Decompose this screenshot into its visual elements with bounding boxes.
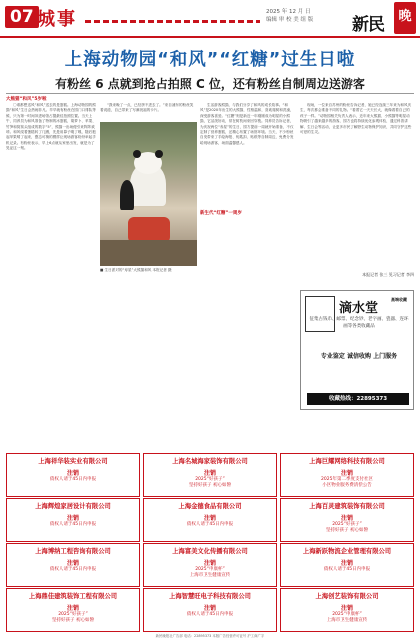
article-headline: 上海动物园“和风”“红糖”过生日啦 [64, 50, 356, 70]
notice-line: 债权人请于45日内申报 [323, 567, 371, 572]
notice-company: 上海博纳工程咨询有限公司 [35, 548, 111, 555]
notice-line: 上海市卫生健康宣传 [189, 573, 231, 578]
newspaper-logo [352, 2, 416, 34]
notice-company: 上海巨耀网络科技有限公司 [309, 458, 385, 465]
notice-company: 上海鼎佳建筑装饰工程有限公司 [28, 593, 118, 600]
ground [100, 240, 197, 266]
notice-state: 注销 [203, 515, 216, 522]
logo-text: 新民 [352, 15, 384, 35]
panda-photo [100, 122, 197, 266]
article-column-1: 〇谁都想送风“和风”送去的是蛋糕。上海动物园的熊猫“和风”生日会热闹非凡。早早就有粉丝在园门口排队等候，只为第一时间冲进场馆占据最佳拍照位置。当天上午，饲养员为和风准备了特制的冰蛋糕，胡萝卜、苹果、竹笋和窝窝头组成的数字“5”，熊猫一出场便引来阵阵欢呼。和风绕着蛋糕转了几圈，先是用鼻子嗅了嗅，随后抱起苹果啃了起来，憨态可掬的模样让现场游客纷纷举起手机记录。有粉丝表示，早上6点就从家里出发，就是为了见证这一刻。 [6, 103, 96, 151]
notice-line: 2025“申康杯” [332, 612, 362, 617]
notice-box [280, 498, 414, 542]
notice-line: 坚持好孩子 初心如磐 [52, 618, 94, 623]
notice-line: 上海市卫生健康宣传 [326, 618, 368, 623]
notice-line: 债权人请于45日内申报 [49, 567, 97, 572]
article-subheadline: 有粉丝 6 点就到抢占拍照 C 位，还有粉丝自制周边送游客 [55, 77, 365, 91]
notice-line: 债权人请于45日内申报 [186, 522, 234, 527]
notice-line: 2025“申康杯” [195, 567, 225, 572]
photo-caption: ■ 生日派对的“寿星”大熊猫和风 本报记者 摄 [100, 268, 172, 272]
cancellation-notices [6, 453, 414, 633]
issue-date: 2025 年 12 月 日 [266, 9, 311, 15]
ad-slogan: 专业鉴定 诚信收购 上门服务 [320, 353, 398, 360]
notice-box [143, 453, 277, 497]
notice-line: 2025年第二季度支付社区 [321, 477, 373, 482]
notice-company: 上海金德食品有限公司 [178, 503, 242, 510]
notice-box [143, 543, 277, 587]
notice-box [280, 453, 414, 497]
page-footer: 新民晚报社广告部 电话：22895373 本版广告经营许可证号 沪工商广字 [155, 634, 265, 638]
panda-ear-left [133, 150, 141, 158]
issue-editors: 编辑 审 校 美 组 版 [266, 17, 314, 23]
article-column-2: “我来晚了一点，已经挤不进去了。”来自浦东的粉丝笑着说道，自己带来了写满祝福的卡片。 [100, 103, 194, 113]
notice-line: 小区物业服务费清偿公告 [322, 483, 372, 488]
notice-box [6, 453, 140, 497]
notice-line: 债权人请于45日内申报 [186, 612, 234, 617]
notice-line: 债权人请于45日内申报 [49, 477, 97, 482]
notice-company: 上海百灵建筑装饰有限公司 [309, 503, 385, 510]
collectibles-ad [300, 290, 414, 410]
issue-info [266, 8, 346, 24]
notice-company: 上海祥华装实业有限公司 [38, 458, 108, 465]
byline: 本报记者 张三 见习记者 李四 [362, 272, 414, 277]
notice-company: 上海创艺装饰有限公司 [315, 593, 379, 600]
section-number: 07 [5, 6, 39, 28]
lead-heading: 大熊猫“和风”5岁啦 [6, 97, 47, 102]
notice-state: 注销 [66, 560, 79, 567]
ad-tag: 高端收藏 [391, 297, 407, 302]
section-decoration [85, 20, 260, 23]
notice-company: 上海辉煌家居设计有限公司 [35, 503, 111, 510]
page-header [0, 0, 420, 38]
notice-box [143, 588, 277, 632]
notice-line: 2025“好孩子” [332, 522, 362, 527]
ad-brand: 滴水堂 [339, 301, 379, 316]
notice-company: 上海名城海家装饰有限公司 [172, 458, 248, 465]
notice-line: 债权人请于45日内申报 [49, 522, 97, 527]
panda-ear-right [155, 150, 163, 158]
notice-state: 注销 [340, 470, 353, 477]
notice-state: 注销 [203, 470, 216, 477]
notice-line: 2025“好孩子” [195, 477, 225, 482]
article-column-3: 生活游客熊猫，与我们分享了和风的成长故事。“和风”是2020年出生的大熊猫，性格温和，喜欢爬树和洗澡，深受游客喜爱。“红糖”则是新近一年刚刚成为明星的小熊猫，它活泼好动，常在树枝间来回穿梭。饲养员告诉记者，为庆祝两位“寿星”的生日，园方提前一周就开始准备，不仅定制了营养蛋糕，还精心布置了场馆环境。当天，不少粉丝自发带来了手绘海报、钥匙扣、贴纸等自制周边，免费分发给现场游客，场面温馨感人。 [200, 103, 294, 145]
notice-line: 2025“好孩子” [58, 612, 88, 617]
ad-phone: 收藏热线：22895373 [307, 393, 409, 405]
notice-company: 上海富美文化传播有限公司 [172, 548, 248, 555]
notice-state: 注销 [203, 560, 216, 567]
notice-state: 注销 [340, 605, 353, 612]
section-name: 城事 [37, 9, 77, 30]
notice-line: 坚持好孩子 初心如磐 [189, 483, 231, 488]
article-column-4: 现场，一位来自苏州的粉丝告诉记者，她已经连续三年来为和风庆生，每次都会准备不同的礼物。“看着它一天天长大，就像看着自己的孩子一样。”动物园相关负责人表示，近年来大熊猫、小熊猫等明星动物吸引了越来越多的游客，园方也将持续优化参观体验，通过科普讲解、生日会等活动，让更多市民了解野生动物保护知识，共同守护这些可爱的生灵。 [300, 103, 412, 135]
notice-box [280, 588, 414, 632]
notice-state: 注销 [66, 470, 79, 477]
panda-arm [120, 180, 134, 210]
divider [6, 93, 414, 94]
notice-company: 上海智慧旺电子科技有限公司 [169, 593, 251, 600]
section2-heading: 新生代“红糖”一周岁 [200, 211, 242, 216]
notice-company: 上海新跃物流企业管理有限公司 [302, 548, 392, 555]
notice-box [6, 498, 140, 542]
notice-state: 注销 [203, 605, 216, 612]
notice-state: 注销 [66, 515, 79, 522]
notice-box [280, 543, 414, 587]
notice-box [6, 543, 140, 587]
notice-state: 注销 [66, 605, 79, 612]
logo-badge: 晚 [394, 2, 416, 34]
notice-line: 坚持好孩子 初心如磐 [326, 528, 368, 533]
notice-state: 注销 [340, 560, 353, 567]
notice-box [6, 588, 140, 632]
notice-state: 注销 [340, 515, 353, 522]
notice-box [143, 498, 277, 542]
ad-description: 征集古钱币、邮票、纪念钞、老字画、瓷器、连环画等各类收藏品 [309, 317, 409, 329]
